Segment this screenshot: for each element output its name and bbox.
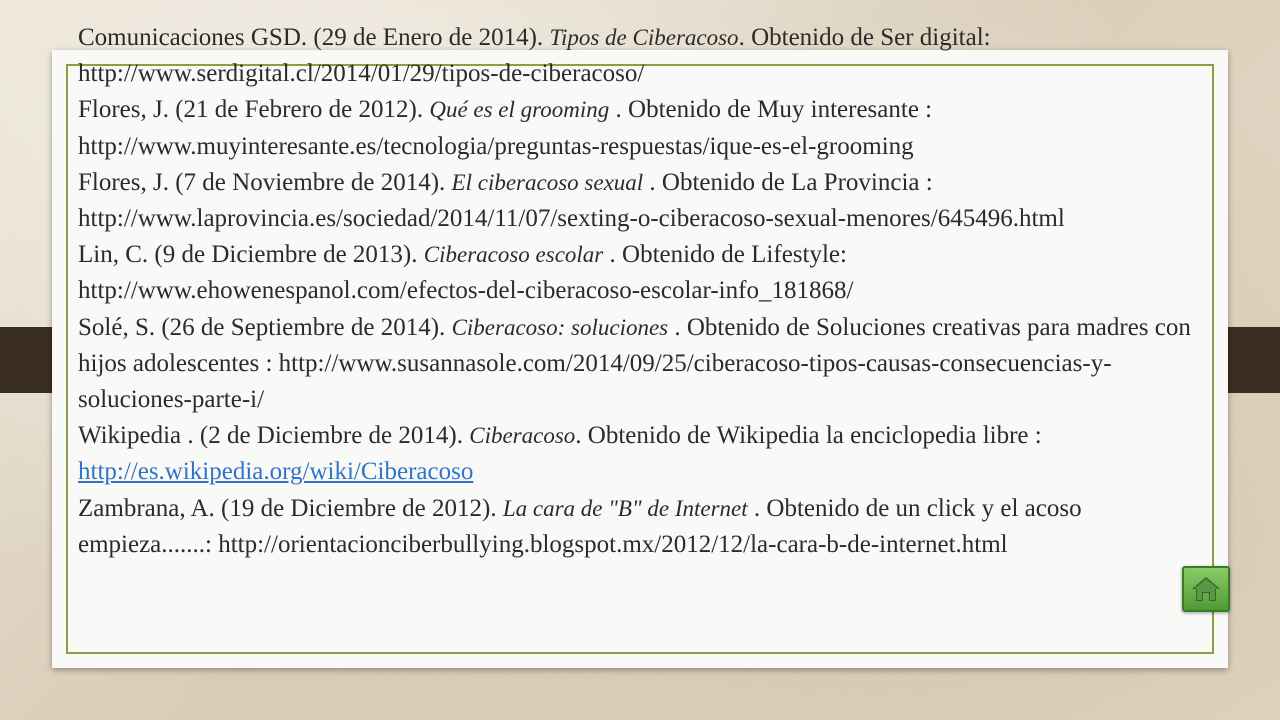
wikipedia-link[interactable]: http://es.wikipedia.org/wiki/Ciberacoso <box>78 458 474 486</box>
reference-title: Ciberacoso <box>469 423 576 449</box>
reference-item: Solé, S. (26 de Septiembre de 2014). Ciberacoso: soluciones . Obtenido de Soluciones creativas para madres con hijos adolescentes : http://www.susannasole.com/2014/09/25/ciberacoso-tipos-causas-consecuencias-y-soluciones-parte-i/ <box>78 313 1191 414</box>
reference-title: Ciberacoso: soluciones <box>451 314 669 340</box>
reference-title: El ciberacoso sexual <box>451 169 644 195</box>
reference-item: Zambrana, A. (19 de Diciembre de 2012). La cara de "B" de Internet . Obtenido de un click y el acoso empieza.......: http://orientacionciberbullying.blogspot.mx/2012/12/la-cara-b-de-internet.html <box>78 494 1082 558</box>
reference-item: Wikipedia . (2 de Diciembre de 2014). Ciberacoso. Obtenido de Wikipedia la enciclopedia libre : http://es.wikipedia.org/wiki/Ciberacoso <box>78 422 1042 486</box>
home-button[interactable] <box>1182 566 1230 612</box>
reference-title: Tipos de Ciberacoso <box>549 25 739 50</box>
home-icon <box>1191 575 1221 603</box>
reference-item: Flores, J. (7 de Noviembre de 2014). El ciberacoso sexual . Obtenido de La Provincia : http://www.laprovincia.es/sociedad/2014/11/07/sexting-o-ciberacoso-sexual-menores/645496.html <box>78 168 1065 233</box>
reference-title: La cara de "B" de Internet <box>502 495 748 521</box>
reference-item: Comunicaciones GSD. (29 de Enero de 2014). Tipos de Ciberacoso. Obtenido de Ser digital: http://www.serdigital.cl/2014/01/29/tipos-de-ciberacoso/ <box>78 24 991 88</box>
reference-list <box>78 20 1208 563</box>
reference-item: Flores, J. (21 de Febrero de 2012). Qué es el grooming . Obtenido de Muy interesante : http://www.muyinteresante.es/tecnologia/preguntas-respuestas/ique-es-el-grooming <box>78 96 933 160</box>
reference-title: Qué es el grooming <box>429 97 610 123</box>
decorative-band-left <box>0 327 56 393</box>
reference-item: Lin, C. (9 de Diciembre de 2013). Ciberacoso escolar . Obtenido de Lifestyle: http://www.ehowenespanol.com/efectos-del-ciberacoso-escolar-info_181868/ <box>78 241 854 305</box>
reference-title: Ciberacoso escolar <box>423 242 604 268</box>
